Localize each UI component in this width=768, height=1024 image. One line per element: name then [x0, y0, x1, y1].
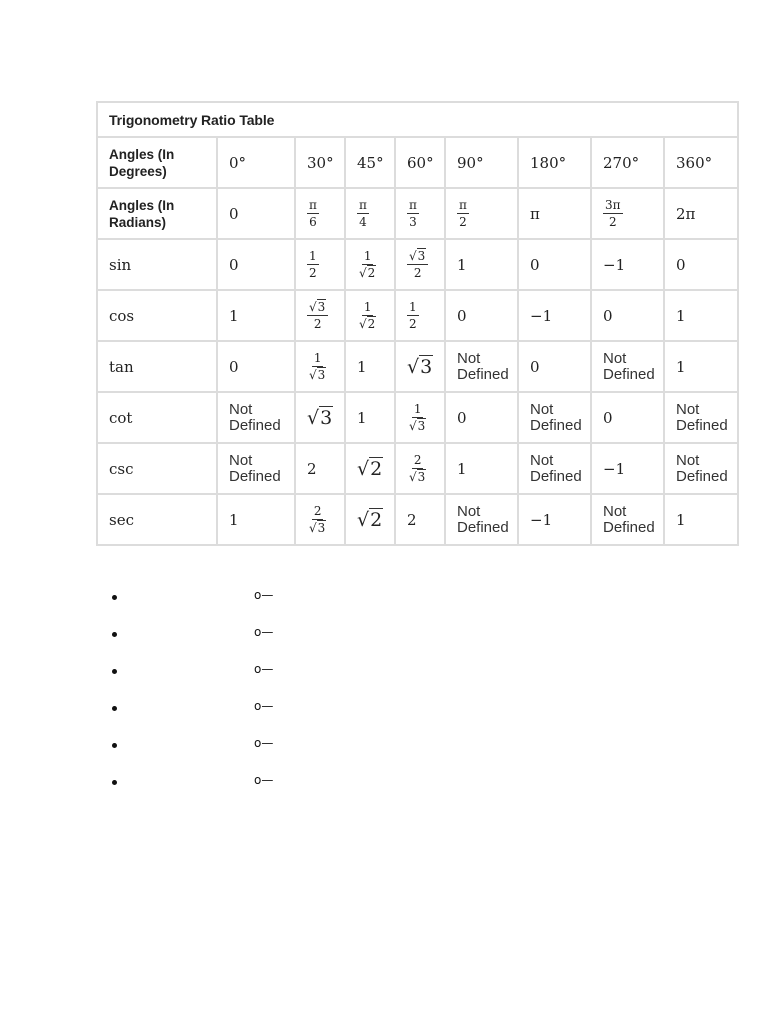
sub-bullet-marker: o—	[254, 699, 274, 713]
degree-cell: 180°	[518, 137, 591, 188]
radian-cell: $\frac{\pi}{4}$	[345, 188, 395, 239]
ratio-cell: 0	[518, 341, 591, 392]
ratio-cell: 0	[591, 392, 664, 443]
degree-cell: 0°	[217, 137, 295, 188]
ratio-cell: 0	[217, 239, 295, 290]
ratio-cell: Not Defined	[445, 341, 518, 392]
ratio-row-sin	[97, 239, 738, 290]
ratio-row-cos	[97, 290, 738, 341]
ratio-cell: Not Defined	[217, 392, 295, 443]
sub-bullet-marker: o—	[254, 736, 274, 750]
ratio-cell: 0	[217, 341, 295, 392]
ratio-cell: √3	[395, 341, 445, 392]
radian-cell: 2π	[664, 188, 738, 239]
list-item	[112, 664, 312, 701]
ratio-cell: $\frac{1}{√3}$	[395, 392, 445, 443]
ratio-cell: 0	[518, 239, 591, 290]
list-item	[112, 738, 312, 775]
ratio-cell: √2	[345, 494, 395, 545]
ratio-cell: Not Defined	[445, 494, 518, 545]
list-item	[112, 590, 312, 627]
bullet-dot-icon	[112, 743, 117, 748]
ratio-cell: 0	[445, 290, 518, 341]
degree-cell: 60°	[395, 137, 445, 188]
sub-bullet-marker: o—	[254, 625, 274, 639]
ratio-cell: Not Defined	[518, 443, 591, 494]
ratio-cell: 2	[295, 443, 345, 494]
ratio-cell: 1	[664, 494, 738, 545]
degree-cell: 30°	[295, 137, 345, 188]
degree-cell: 360°	[664, 137, 738, 188]
ratio-row-tan	[97, 341, 738, 392]
trig-ratio-table	[96, 101, 739, 546]
bullet-list	[112, 590, 312, 812]
sub-bullet-marker: o—	[254, 773, 274, 787]
ratio-cell: Not Defined	[591, 341, 664, 392]
ratio-cell: √3	[295, 392, 345, 443]
ratio-cell: $\frac{1}{2}$	[295, 239, 345, 290]
ratio-cell: 1	[345, 392, 395, 443]
radian-cell: $\frac{\pi}{6}$	[295, 188, 345, 239]
sub-bullet-marker: o—	[254, 588, 274, 602]
radians-row	[97, 188, 738, 239]
ratio-cell: $\frac{1}{2}$	[395, 290, 445, 341]
bullet-dot-icon	[112, 595, 117, 600]
ratio-cell: $\frac{√3}{2}$	[295, 290, 345, 341]
ratio-cell: $\frac{1}{√2}$	[345, 239, 395, 290]
ratio-cell: −1	[591, 239, 664, 290]
degree-cell: 45°	[345, 137, 395, 188]
ratio-cell: 1	[217, 494, 295, 545]
degree-cell: 270°	[591, 137, 664, 188]
ratio-row-cot	[97, 392, 738, 443]
sub-bullet-marker: o—	[254, 662, 274, 676]
list-item	[112, 627, 312, 664]
table-title-row	[97, 102, 738, 137]
ratio-cell: −1	[518, 290, 591, 341]
bullet-dot-icon	[112, 780, 117, 785]
ratio-cell: 1	[445, 443, 518, 494]
function-label: csc	[97, 443, 217, 494]
ratio-cell: 1	[445, 239, 518, 290]
ratio-cell: Not Defined	[217, 443, 295, 494]
ratio-cell: $\frac{√3}{2}$	[395, 239, 445, 290]
radian-cell: 0	[217, 188, 295, 239]
ratio-cell: 0	[591, 290, 664, 341]
ratio-cell: $\frac{1}{√2}$	[345, 290, 395, 341]
function-label: cos	[97, 290, 217, 341]
radian-cell: $\frac{3\pi}{2}$	[591, 188, 664, 239]
degree-cell: 90°	[445, 137, 518, 188]
ratio-cell: 1	[664, 290, 738, 341]
ratio-cell: √2	[345, 443, 395, 494]
list-item	[112, 701, 312, 738]
radians-label: Angles (In Radians)	[97, 188, 217, 239]
function-label: tan	[97, 341, 217, 392]
function-label: sec	[97, 494, 217, 545]
degrees-label: Angles (In Degrees)	[97, 137, 217, 188]
ratio-cell: Not Defined	[664, 443, 738, 494]
bullet-dot-icon	[112, 632, 117, 637]
ratio-cell: $\frac{2}{√3}$	[295, 494, 345, 545]
function-label: sin	[97, 239, 217, 290]
degrees-row	[97, 137, 738, 188]
ratio-cell: 0	[445, 392, 518, 443]
ratio-cell: 1	[345, 341, 395, 392]
ratio-cell: Not Defined	[591, 494, 664, 545]
ratio-cell: Not Defined	[664, 392, 738, 443]
function-label: cot	[97, 392, 217, 443]
ratio-cell: 1	[664, 341, 738, 392]
ratio-row-csc	[97, 443, 738, 494]
radian-cell: $\frac{\pi}{3}$	[395, 188, 445, 239]
radian-cell: π	[518, 188, 591, 239]
bullet-dot-icon	[112, 706, 117, 711]
ratio-cell: Not Defined	[518, 392, 591, 443]
ratio-cell: 2	[395, 494, 445, 545]
ratio-cell: 1	[217, 290, 295, 341]
list-item	[112, 775, 312, 812]
radian-cell: $\frac{\pi}{2}$	[445, 188, 518, 239]
ratio-row-sec	[97, 494, 738, 545]
ratio-cell: $\frac{1}{√3}$	[295, 341, 345, 392]
ratio-cell: −1	[591, 443, 664, 494]
table-title: Trigonometry Ratio Table	[97, 102, 738, 137]
ratio-cell: −1	[518, 494, 591, 545]
bullet-dot-icon	[112, 669, 117, 674]
ratio-cell: $\frac{2}{√3}$	[395, 443, 445, 494]
ratio-cell: 0	[664, 239, 738, 290]
